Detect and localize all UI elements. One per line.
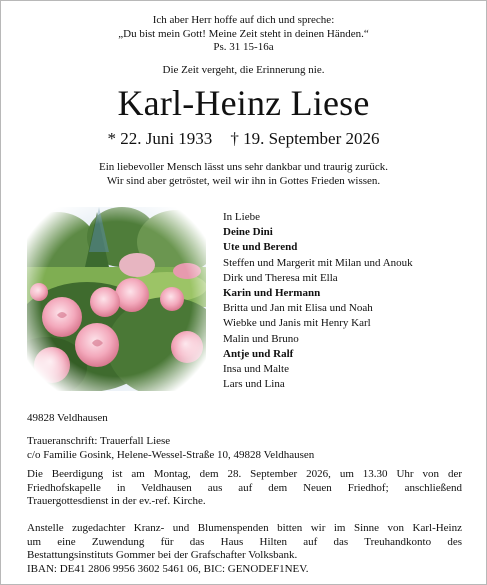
- family-member-line: In Liebe: [223, 211, 260, 223]
- family-member-line: Malin und Bruno: [223, 332, 299, 345]
- family-list: [223, 210, 473, 392]
- life-dates: [1, 128, 486, 150]
- family-member-line: Antje und Ralf: [223, 347, 294, 360]
- family-member-line: Dirk und Theresa mit Ella: [223, 271, 338, 284]
- birth-date: * 22. Juni 1933: [107, 129, 213, 148]
- donation-notice: [27, 522, 462, 576]
- intro-line-1: Ein liebevoller Mensch lässt uns sehr dankbar und traurig zurück.: [99, 161, 388, 173]
- town: 49828 Veldhausen: [27, 412, 108, 424]
- verse-line-1: Ich aber Herr hoffe auf dich und spreche:: [152, 14, 335, 26]
- family-member-line: Karin und Hermann: [223, 287, 321, 300]
- mourning-address: [27, 435, 314, 462]
- family-member-line: Ute und Berend: [223, 241, 298, 254]
- funeral-line-2: Friedhofskapelle in Veldhausen aus auf dem Neuen Friedhof; anschließend: [27, 481, 462, 494]
- intro-line-2: Wir sind aber getröstet, weil wir ihn in Gottes Frieden wissen.: [106, 174, 381, 187]
- memorial-saying: Die Zeit vergeht, die Erinnerung nie.: [162, 64, 325, 76]
- verse-reference: Ps. 31 15-16a: [213, 41, 274, 53]
- intro-text: [1, 161, 486, 188]
- family-member-line: Wiebke und Janis mit Henry Karl: [223, 317, 371, 330]
- rose-garden-photo: [27, 207, 206, 391]
- family-member-line: Insa und Malte: [223, 363, 289, 376]
- funeral-line-3: Trauergottesdienst in der ev.-ref. Kirche.: [27, 495, 206, 507]
- funeral-line-1: Die Beerdigung ist am Montag, dem 28. September 2026, um 13.30 Uhr von der: [27, 468, 462, 480]
- address-line-2: c/o Familie Gosink, Helene-Wessel-Straße 10, 49828 Veldhausen: [27, 448, 315, 461]
- family-member-line: Lars und Lina: [223, 378, 285, 391]
- family-member-line: Steffen und Margerit mit Milan und Anouk: [223, 256, 413, 269]
- donation-line-3: Bestattungsinstituts Gommer bei der Grafschafter Volksbank.: [27, 549, 298, 561]
- donation-line-2: um eine Zuwendung für das Haus Hilten auf das Treuhandkonto des: [27, 535, 462, 548]
- family-member-line: Britta und Jan mit Elisa und Noah: [223, 302, 373, 315]
- verse-line-2: „Du bist mein Gott! Meine Zeit steht in deinen Händen.“: [118, 27, 369, 40]
- death-date: † 19. September 2026: [230, 129, 380, 148]
- address-line-1: Traueranschrift: Trauerfall Liese: [27, 435, 171, 447]
- funeral-notice: [27, 468, 462, 509]
- bible-verse: [1, 14, 486, 55]
- donation-line-1: Anstelle zugedachter Kranz- und Blumenspenden bitten wir im Sinne von Karl-Heinz: [27, 522, 462, 534]
- rose-garden-image: [27, 207, 206, 391]
- deceased-name: Karl-Heinz Liese: [117, 83, 370, 123]
- donation-line-4: IBAN: DE41 2806 9956 3602 5461 06, BIC: GENODEF1NEV.: [27, 562, 309, 575]
- family-member-line: Deine Dini: [223, 226, 273, 239]
